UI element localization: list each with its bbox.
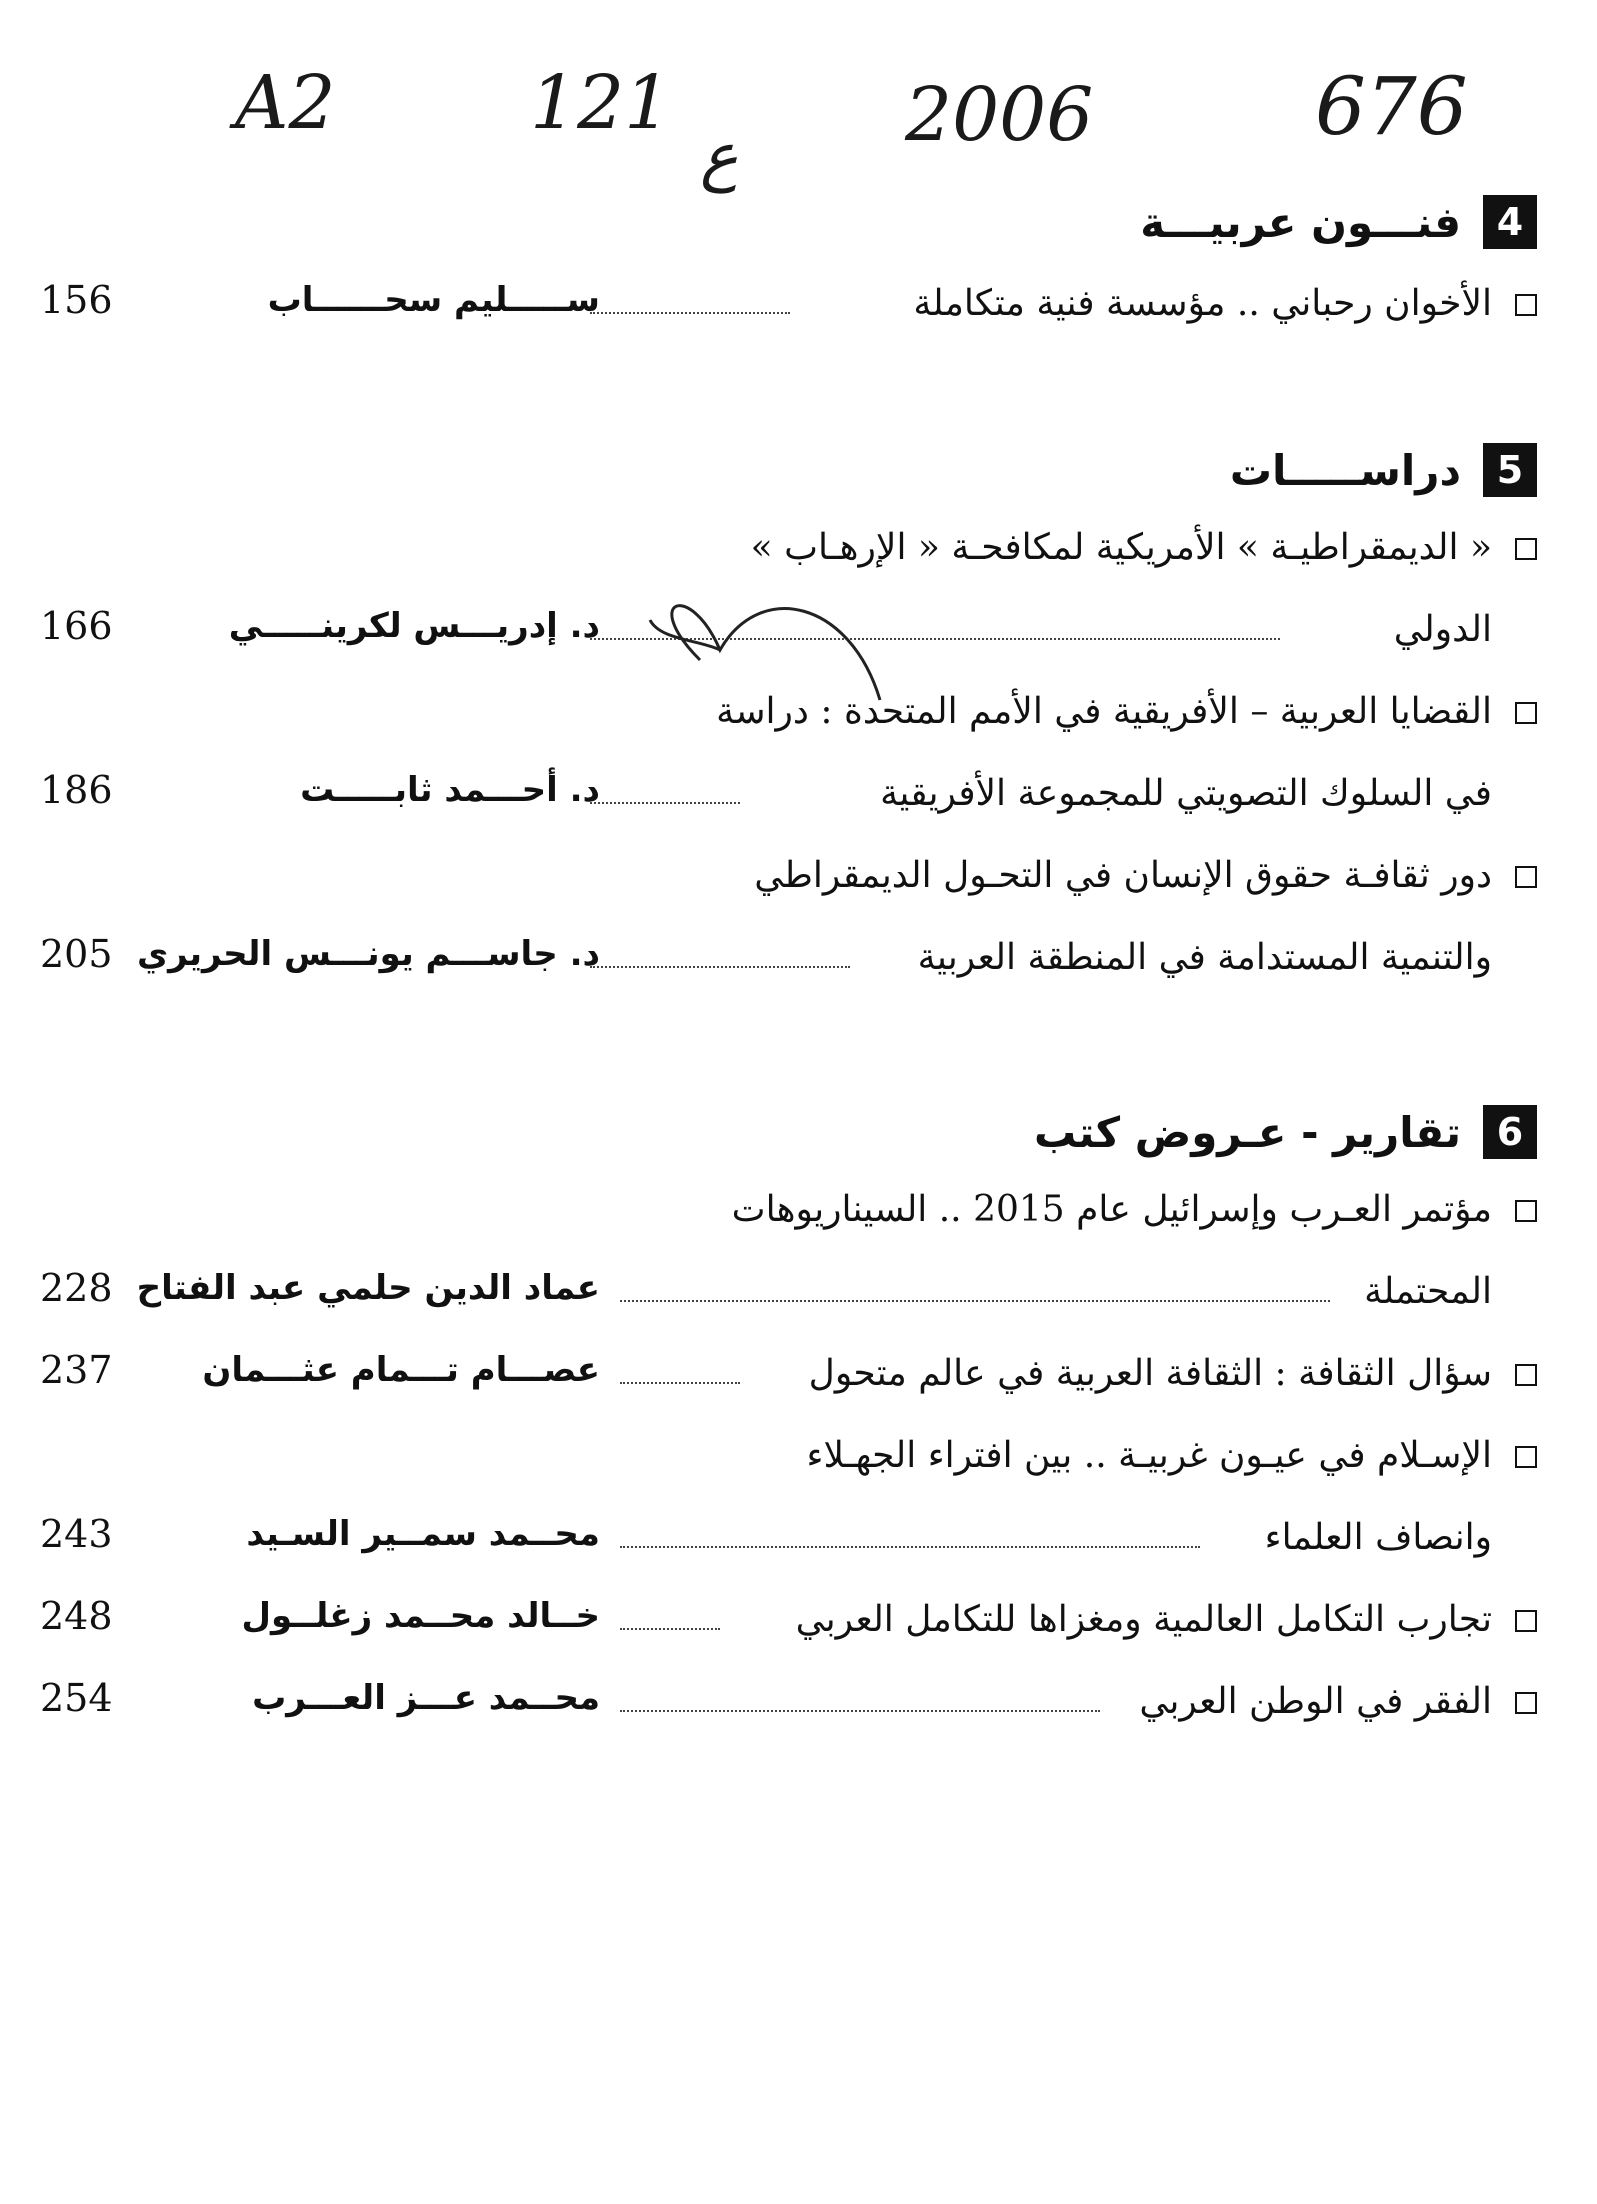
entry-page: 205 [40, 932, 113, 976]
entry-title-cont: في السلوك التصويتي للمجموعة الأفريقية [880, 772, 1492, 814]
entry-title-cont: الدولي [1393, 608, 1492, 650]
checkbox-icon [1515, 866, 1537, 888]
entry-author: ســـــليم سحــــــاب [267, 280, 600, 320]
toc-entry[interactable] [30, 506, 1537, 670]
checkbox-icon [1515, 1200, 1537, 1222]
handwritten-ain: ع [700, 120, 739, 194]
entry-title: دور ثقافـة حقوق الإنسان في التحـول الديمقراطي [754, 854, 1492, 896]
checkbox-icon [1515, 294, 1537, 316]
entry-author: محــمد سمــير السـيد [246, 1514, 600, 1554]
entry-title: تجارب التكامل العالمية ومغزاها للتكامل العربي [795, 1598, 1492, 1640]
entry-page: 254 [40, 1676, 113, 1720]
leader-dots [620, 1628, 720, 1630]
entry-author: عماد الدين حلمي عبد الفتاح [136, 1268, 600, 1308]
leader-dots [590, 802, 740, 804]
section-header [30, 190, 1537, 254]
entry-page: 237 [40, 1348, 113, 1392]
entry-author: خــالد محــمد زغلــول [241, 1596, 600, 1636]
entry-page: 243 [40, 1512, 113, 1556]
section-number: 6 [1483, 1105, 1537, 1159]
entry-author: د. أحـــمد ثابـــــت [300, 770, 600, 810]
leader-dots [620, 1382, 740, 1384]
section-number: 4 [1483, 195, 1537, 249]
leader-dots [620, 1300, 1330, 1302]
section-header [30, 438, 1537, 502]
leader-dots [590, 638, 1280, 640]
checkbox-icon [1515, 1610, 1537, 1632]
section-title: تقارير - عـروض كتب [1034, 1107, 1461, 1157]
toc-entry[interactable] [30, 1414, 1537, 1578]
handwritten-year: 2006 [905, 72, 1094, 158]
checkbox-icon [1515, 1446, 1537, 1468]
entry-page: 156 [40, 278, 113, 322]
leader-dots [590, 312, 790, 314]
toc-entry[interactable] [30, 1168, 1537, 1332]
entry-title-cont: المحتملة [1364, 1270, 1492, 1312]
toc-entry[interactable] [30, 1578, 1537, 1660]
checkbox-icon [1515, 538, 1537, 560]
toc-entry[interactable] [30, 670, 1537, 834]
leader-dots [620, 1710, 1100, 1712]
section-header [30, 1100, 1537, 1164]
entry-title: سؤال الثقافة : الثقافة العربية في عالم متحول [808, 1352, 1492, 1394]
leader-dots [590, 966, 850, 968]
section-title: دراســـــات [1229, 445, 1461, 495]
checkbox-icon [1515, 1364, 1537, 1386]
section-6 [30, 1100, 1537, 1742]
entry-page: 228 [40, 1266, 113, 1310]
entry-page: 248 [40, 1594, 113, 1638]
entry-title: الأخوان رحباني .. مؤسسة فنية متكاملة [913, 282, 1492, 324]
entry-page: 166 [40, 604, 113, 648]
entry-author: عصـــام تـــمام عثـــمان [202, 1350, 600, 1390]
entry-author: محــمد عـــز العـــرب [252, 1678, 600, 1718]
entry-title-cont: وانصاف العلماء [1264, 1516, 1492, 1558]
toc-entry[interactable] [30, 1660, 1537, 1742]
entry-title: مؤتمر العـرب وإسرائيل عام 2015 .. السيناريوهات [731, 1188, 1492, 1230]
entry-page: 186 [40, 768, 113, 812]
leader-dots [620, 1546, 1200, 1548]
checkbox-icon [1515, 1692, 1537, 1714]
toc-entry[interactable] [30, 262, 1537, 344]
section-title: فنـــون عربيـــة [1140, 197, 1461, 247]
handwritten-code: A2 [235, 60, 336, 146]
entry-title: الإسـلام في عيـون غربيـة .. بين افتراء الجهـلاء [806, 1434, 1492, 1476]
entry-title: القضايا العربية – الأفريقية في الأمم المتحدة : دراسة [716, 690, 1492, 732]
entry-title-cont: والتنمية المستدامة في المنطقة العربية [917, 936, 1492, 978]
handwritten-issue: 121 [530, 60, 672, 146]
section-5 [30, 438, 1537, 998]
entry-title: « الديمقراطيـة » الأمريكية لمكافحـة « الإرهـاب » [750, 526, 1492, 568]
section-number: 5 [1483, 443, 1537, 497]
checkbox-icon [1515, 702, 1537, 724]
entry-title: الفقر في الوطن العربي [1139, 1680, 1492, 1722]
handwritten-ref: 676 [1315, 60, 1468, 153]
entry-author: د. جاســـم يونـــس الحريري [136, 934, 600, 974]
toc-entry[interactable] [30, 1332, 1537, 1414]
toc-entry[interactable] [30, 834, 1537, 998]
entry-author: د. إدريـــس لكرينـــــي [228, 606, 600, 646]
section-4 [30, 190, 1537, 344]
